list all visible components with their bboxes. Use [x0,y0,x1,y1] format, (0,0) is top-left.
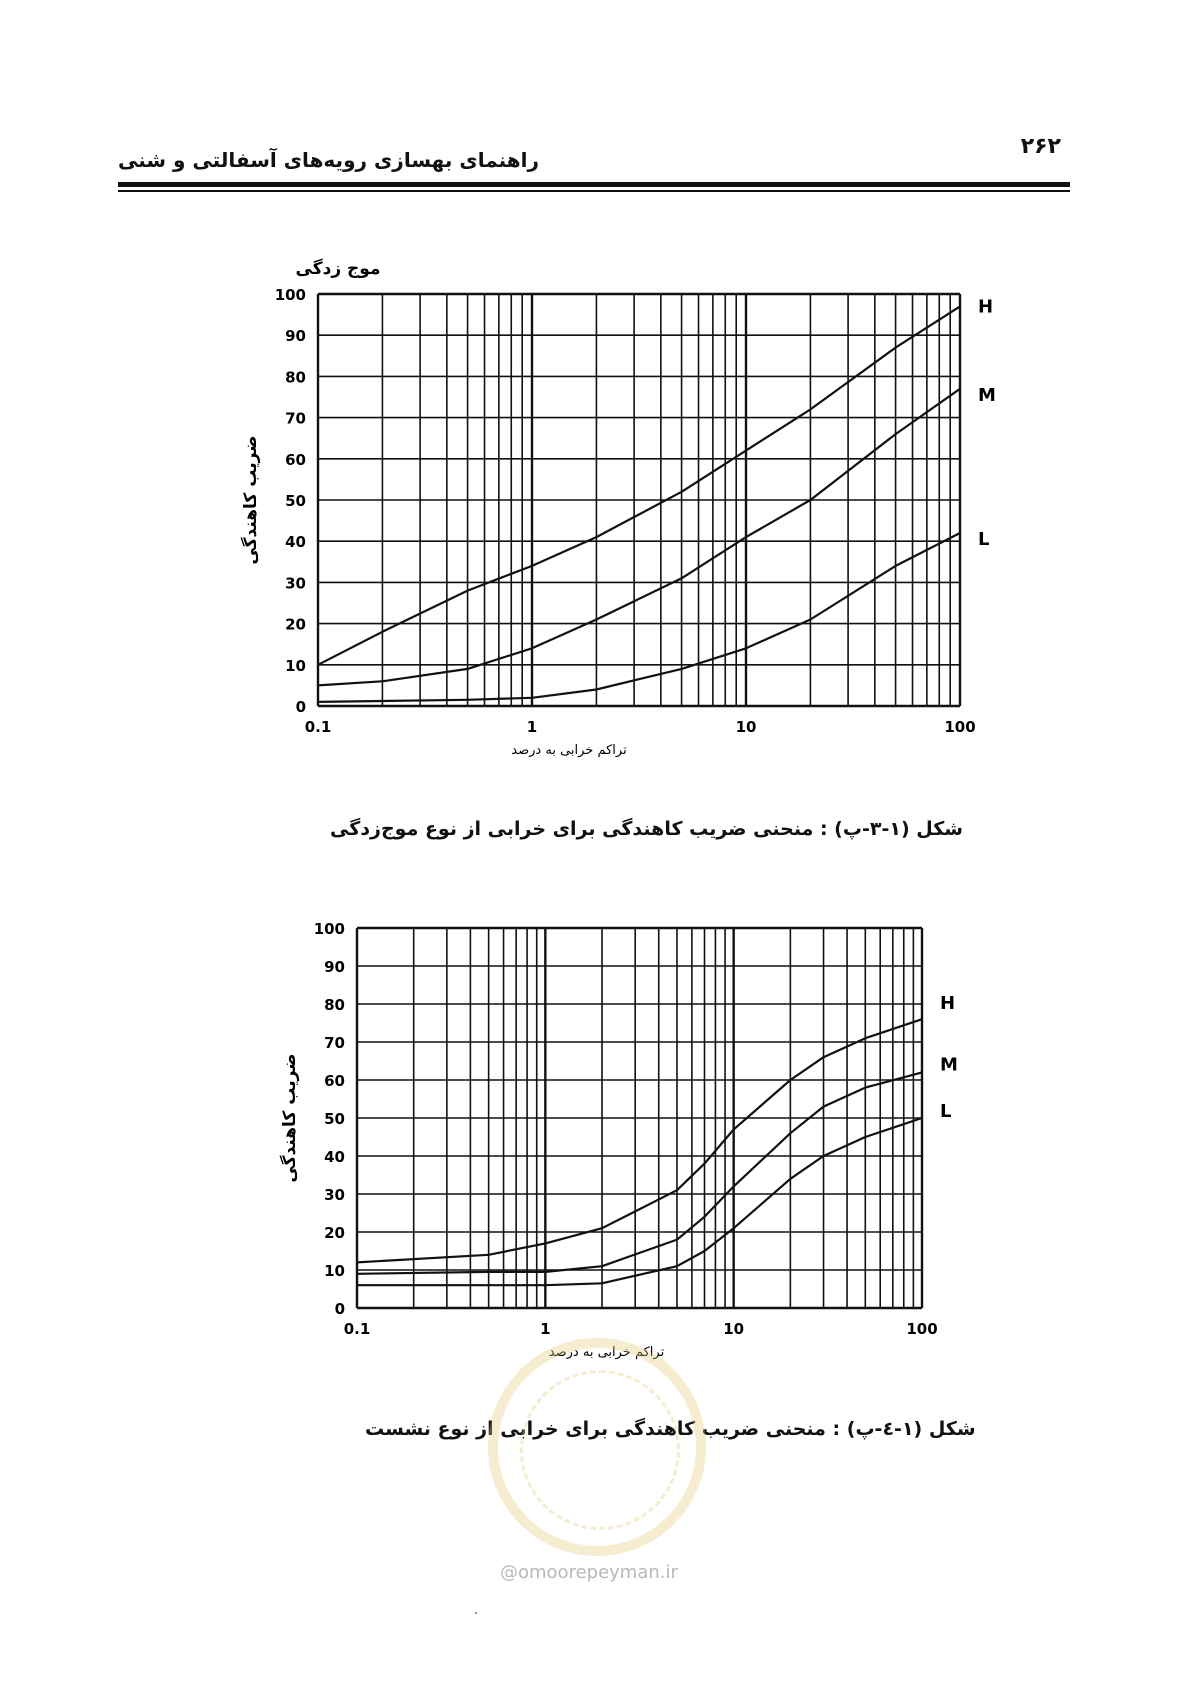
series-label-h: H [940,993,956,1015]
figure-caption-2: شکل (۱-٤-پ) : منحنی ضریب کاهندگی برای خرابی از نوع نشست [365,1418,976,1440]
y-tick-label: 40 [285,533,306,552]
series-line-h [318,306,960,664]
series-line-m [357,1072,922,1273]
x-tick-label: 100 [944,718,976,736]
y-tick-label: 70 [285,409,306,428]
y-tick-label: 100 [313,920,345,938]
y-tick-label: 40 [324,1148,345,1166]
y-tick-label: 20 [285,615,306,634]
series-label-m: M [940,1054,958,1076]
series-line-l [357,1118,922,1285]
y-tick-label: 20 [324,1224,345,1242]
chart-waviness [0,240,1191,760]
header-rule [118,182,1070,187]
y-tick-label: 30 [285,574,306,593]
y-tick-label: 10 [285,656,306,675]
y-tick-label: 0 [295,698,306,716]
x-tick-label: 1 [526,718,538,736]
y-tick-label: 80 [285,368,306,387]
series-label-h: H [978,296,994,318]
series-line-h [357,1019,922,1262]
series-line-m [318,389,960,686]
y-tick-label: 60 [324,1072,345,1090]
y-tick-label: 50 [324,1110,345,1128]
x-axis-label: تراکم خرابی به درصد [511,743,627,758]
chart-settlement [0,900,1191,1360]
x-tick-label: 0.1 [304,718,332,736]
series-label-l: L [978,528,990,550]
chart-title: موج زدگی [295,259,381,279]
scan-speck [475,1612,477,1614]
y-tick-label: 50 [285,492,306,510]
series-label-l: L [940,1101,952,1122]
header-rule-thin [118,190,1070,192]
x-tick-label: 0.1 [343,1320,371,1338]
y-tick-label: 10 [324,1262,345,1280]
y-tick-label: 90 [324,958,345,976]
x-axis-label: تراکم خرابی به درصد [548,1345,665,1360]
watermark-seal [488,1338,706,1556]
x-tick-label: 1 [540,1320,551,1338]
y-tick-label: 60 [285,450,306,469]
x-tick-label: 100 [906,1320,938,1338]
y-tick-label: 30 [324,1186,345,1204]
y-tick-label: 80 [324,996,345,1014]
series-label-m: M [978,384,996,406]
y-axis-label: ضریب کاهندگی [241,435,261,565]
y-tick-label: 90 [285,327,306,346]
running-header-title: راهنمای بهسازی رویه‌های آسفالتی و شنی [118,148,540,172]
watermark-url: @omoorepeyman.ir [500,1562,678,1583]
page-number: ۲۶۲ [1020,134,1061,159]
y-tick-label: 70 [324,1034,345,1052]
y-axis-label: ضریب کاهندگی [280,1053,300,1183]
x-tick-label: 10 [723,1320,745,1338]
y-tick-label: 0 [334,1300,345,1318]
figure-caption-1: شکل (۱-۳-پ) : منحنی ضریب کاهندگی برای خرابی از نوع موج‌زدگی [330,818,963,840]
x-tick-label: 10 [735,718,757,736]
y-tick-label: 100 [274,286,306,304]
